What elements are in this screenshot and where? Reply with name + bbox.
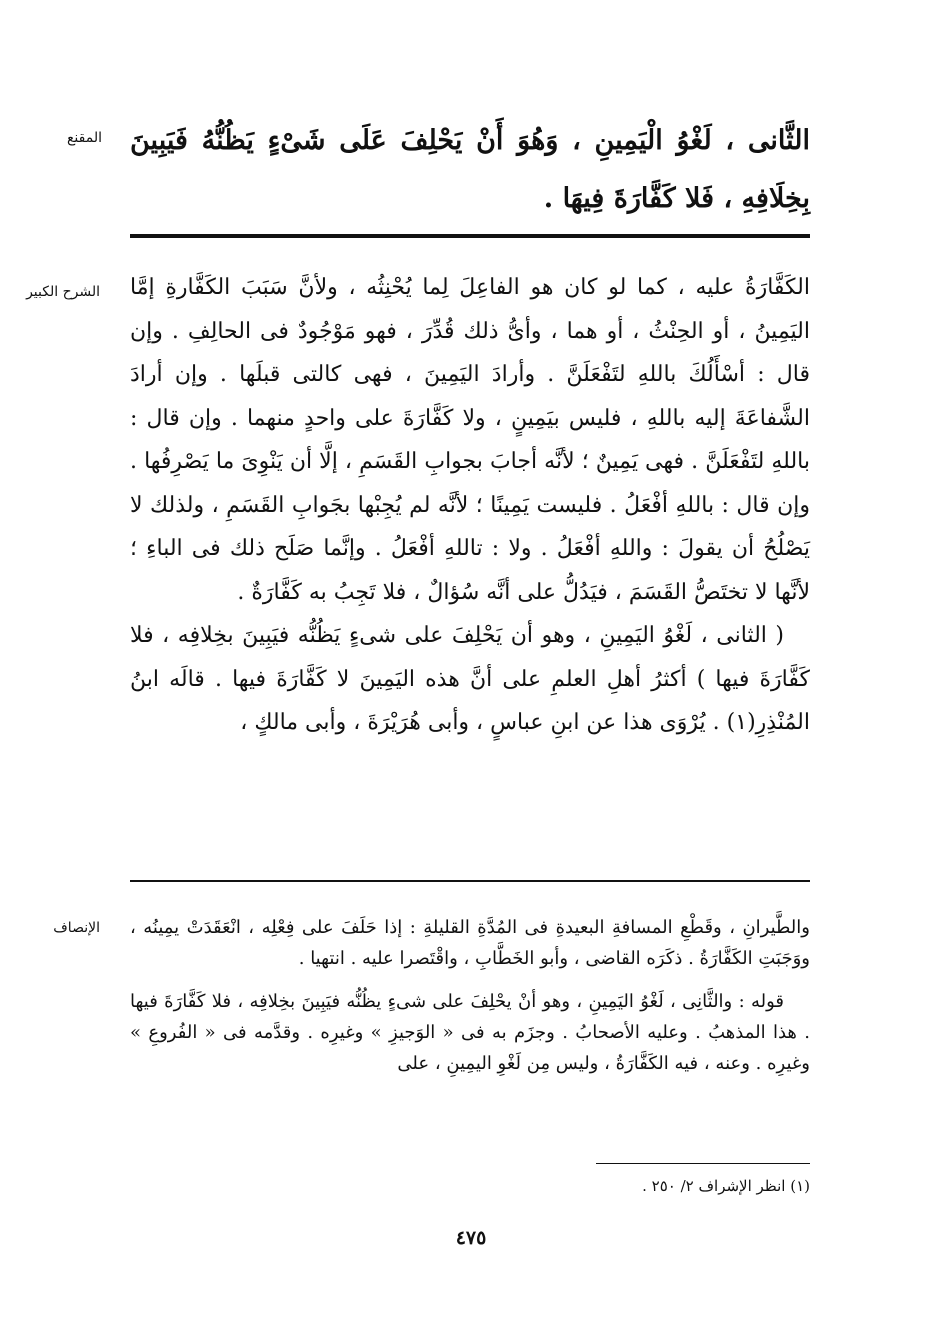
muqni-text: الثَّانى ، لَغْوُ الْيَمِينِ ، وَهُوَ أَنْ يَحْلِفَ عَلَى شَىْءٍ يَظُنُّهُ فَيَبِينَ بِخِلَافِهِ ، فَلا كَفَّارَةَ فِيهَا .: [130, 125, 810, 214]
page-number: ٤٧٥: [455, 1227, 487, 1249]
sharh-paragraph-2: ( الثانى ، لَغْوُ اليَمِينِ ، وهو أن يَحْلِفَ على شىءٍ يَظُنُّه فيَبِينَ بخِلافِه ، فلا كَفَّارَةَ فيها ) أكثرُ أهلِ العلمِ على أنَّ هذه اليَمِينَ لا كَفَّارَةَ فيها . قالَه ابنُ المُنْذِرِ(١) . يُرْوَى هذا عن ابنِ عباسٍ ، وأبى هُرَيْرَةَ ، وأبى مالكٍ ،: [130, 623, 810, 735]
insaf-label: الإنصاف: [53, 920, 100, 936]
insaf-section: [130, 912, 810, 1079]
footnote: (١) انظر الإشراف ٢/ ٢٥٠ .: [642, 1177, 810, 1195]
sharh-label: الشرح الكبير: [26, 284, 100, 300]
section-divider-thick: [130, 234, 810, 238]
section-divider-thin: [130, 880, 810, 882]
muqni-label: المقنع: [66, 130, 102, 146]
insaf-paragraph-1: والطَّيرانِ ، وقَطْعِ المسافةِ البعيدةِ فى المُدَّةِ القليلةِ : إذا حَلَفَ على فِعْلِه ، انْعَقَدَتْ يمِينُه ، ووَجَبَتِ الكَفَّارَةُ . ذكَرَه القاضى ، وأبو الخَطَّابِ ، واقْتَصرا عليه . انتهيا .: [130, 917, 810, 969]
sharh-paragraph-1: الكَفَّارَةُ عليه ، كما لو كان هو الفاعِلَ لِما يُحْنِثُه ، ولأنَّ سَبَبَ الكَفَّارةِ إمَّا اليَمِينُ ، أو الحِنْثُ ، أو هما ، وأىُّ ذلك قُدِّرَ ، فهو مَوْجُودٌ فى الحالِفِ . وإن قال : أسْأَلُكَ باللهِ لتَفْعَلَنَّ . وأرادَ اليَمِينَ ، فهى كالتى قبلَها . وإن أرادَ الشَّفاعَةَ إليه باللهِ ، فليس بيَمِينٍ ، ولا كَفَّارَةَ على واحدٍ منهما . وإن قال : باللهِ لتَفْعَلَنَّ . فهى يَمِينٌ ؛ لأنَّه أجابَ بجوابِ القَسَمِ ، إلَّا أن يَنْوِىَ ما يَصْرِفُها . وإن قال : باللهِ أفْعَلُ . فليست يَمِينًا ؛ لأنَّه لم يُجِبْها بجَوابِ القَسَمِ ، ولذلك لا يَصْلُحُ أن يقولَ : واللهِ أفْعَلُ . ولا : تاللهِ أفْعَلُ . وإنَّما صَلَح ذلك فى الباءِ ؛ لأنَّها لا تختَصُّ القَسَمَ ، فيَدُلُّ على أنَّه سُؤالٌ ، فلا تَجِبُ به كَفَّارَةٌ .: [130, 275, 810, 605]
sharh-section: [130, 266, 810, 745]
muqni-section: [130, 112, 810, 228]
footnote-divider: [596, 1163, 810, 1164]
insaf-paragraph-2: قوله : والثَّانِى ، لَغْوُ اليَمِينِ ، وهو أنْ يحْلِفَ على شىءٍ يظُنُّه فيَبِينَ بخِلافِه ، فلا كَفَّارَةَ فيها . هذا المذهبُ . وعليه الأصحابُ . وجزَم به فى « الوَجيزِ » وغيرِه . وقدَّمه فى « الفُروعِ » وغيرِه . وعنه ، فيه الكَفَّارَةُ ، وليس مِن لَغْوِ اليمِينِ ، على: [130, 991, 810, 1074]
